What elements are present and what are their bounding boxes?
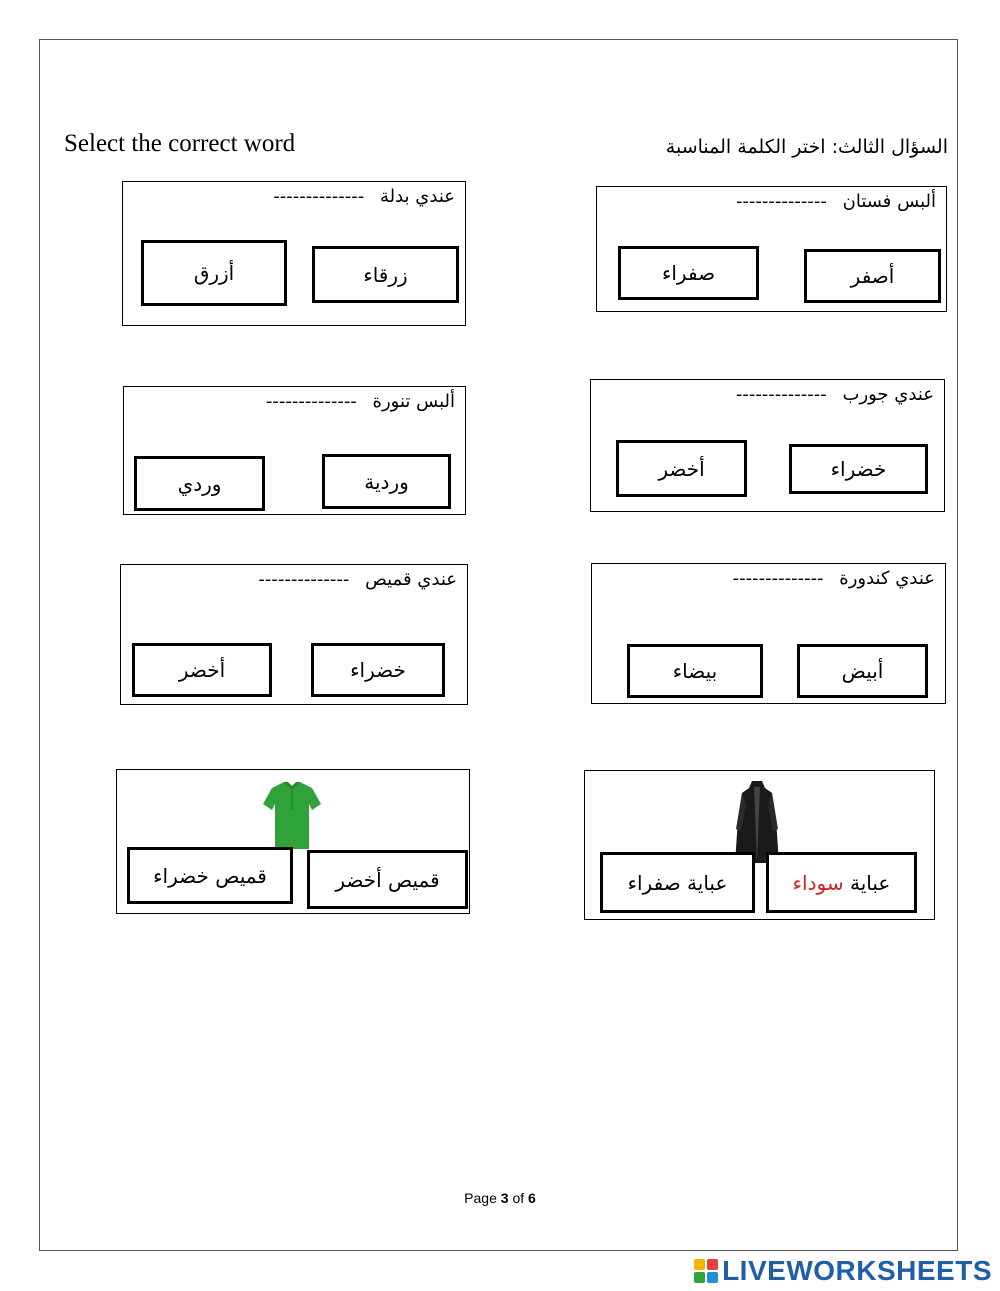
prompt-text: عندي كندورة xyxy=(839,568,935,589)
picture-question-shirt xyxy=(116,769,470,914)
option-button[interactable]: خضراء xyxy=(311,643,445,697)
option-button[interactable]: زرقاء xyxy=(312,246,459,303)
answer-blank[interactable]: -------------- xyxy=(265,391,357,412)
question-box-kandura xyxy=(591,563,946,704)
question-box-suit xyxy=(122,181,466,326)
option-button[interactable]: قميص خضراء xyxy=(127,847,293,904)
page-total: 6 xyxy=(528,1190,536,1206)
option-button[interactable]: بيضاء xyxy=(627,644,763,698)
prompt-text: ألبس تنورة xyxy=(372,391,455,412)
brand-name: LIVEWORKSHEETS xyxy=(722,1255,992,1286)
option-noun: عباية xyxy=(849,870,891,895)
answer-blank[interactable]: -------------- xyxy=(735,191,827,212)
liveworksheets-logo-icon xyxy=(694,1259,718,1283)
option-button[interactable]: أصفر xyxy=(804,249,941,303)
option-button[interactable]: صفراء xyxy=(618,246,759,300)
instruction-arabic: السؤال الثالث: اختر الكلمة المناسبة xyxy=(665,136,948,158)
question-prompt xyxy=(258,569,457,590)
prompt-text: عندي جورب xyxy=(842,384,934,405)
option-button[interactable]: أزرق xyxy=(141,240,287,306)
option-button[interactable]: أخضر xyxy=(132,643,272,697)
question-box-socks xyxy=(590,379,945,512)
question-box-shirt xyxy=(120,564,468,705)
question-box-skirt xyxy=(123,386,466,515)
option-button[interactable]: عباية صفراء xyxy=(600,852,755,913)
page-of: of xyxy=(512,1190,525,1206)
page-number xyxy=(0,1190,1000,1206)
option-adjective-highlight: سوداء xyxy=(792,870,844,895)
answer-blank[interactable]: -------------- xyxy=(273,186,365,207)
answer-blank[interactable]: -------------- xyxy=(735,384,827,405)
question-prompt xyxy=(736,191,936,212)
answer-blank[interactable]: -------------- xyxy=(732,568,824,589)
option-button[interactable]: وردية xyxy=(322,454,451,509)
question-box-dress xyxy=(596,186,947,312)
question-prompt xyxy=(273,186,455,207)
page-current: 3 xyxy=(500,1190,509,1206)
instruction-english: Select the correct word xyxy=(64,130,296,157)
option-button[interactable]: قميص أخضر xyxy=(307,850,468,909)
prompt-text: عندي بدلة xyxy=(379,186,455,207)
option-button-black-abaya[interactable] xyxy=(766,852,917,913)
option-button[interactable]: أخضر xyxy=(616,440,747,497)
option-button[interactable]: خضراء xyxy=(789,444,928,494)
green-shirt-icon xyxy=(262,780,322,850)
picture-question-abaya xyxy=(584,770,935,920)
prompt-text: عندي قميص xyxy=(365,569,457,590)
option-button[interactable]: وردي xyxy=(134,456,265,511)
prompt-text: ألبس فستان xyxy=(842,191,936,212)
answer-blank[interactable]: -------------- xyxy=(258,569,350,590)
question-prompt xyxy=(733,568,935,589)
option-button[interactable]: أبيض xyxy=(797,644,928,698)
page-prefix: Page xyxy=(464,1190,497,1206)
liveworksheets-brand xyxy=(694,1255,992,1287)
question-prompt xyxy=(266,391,455,412)
question-prompt xyxy=(736,384,934,405)
